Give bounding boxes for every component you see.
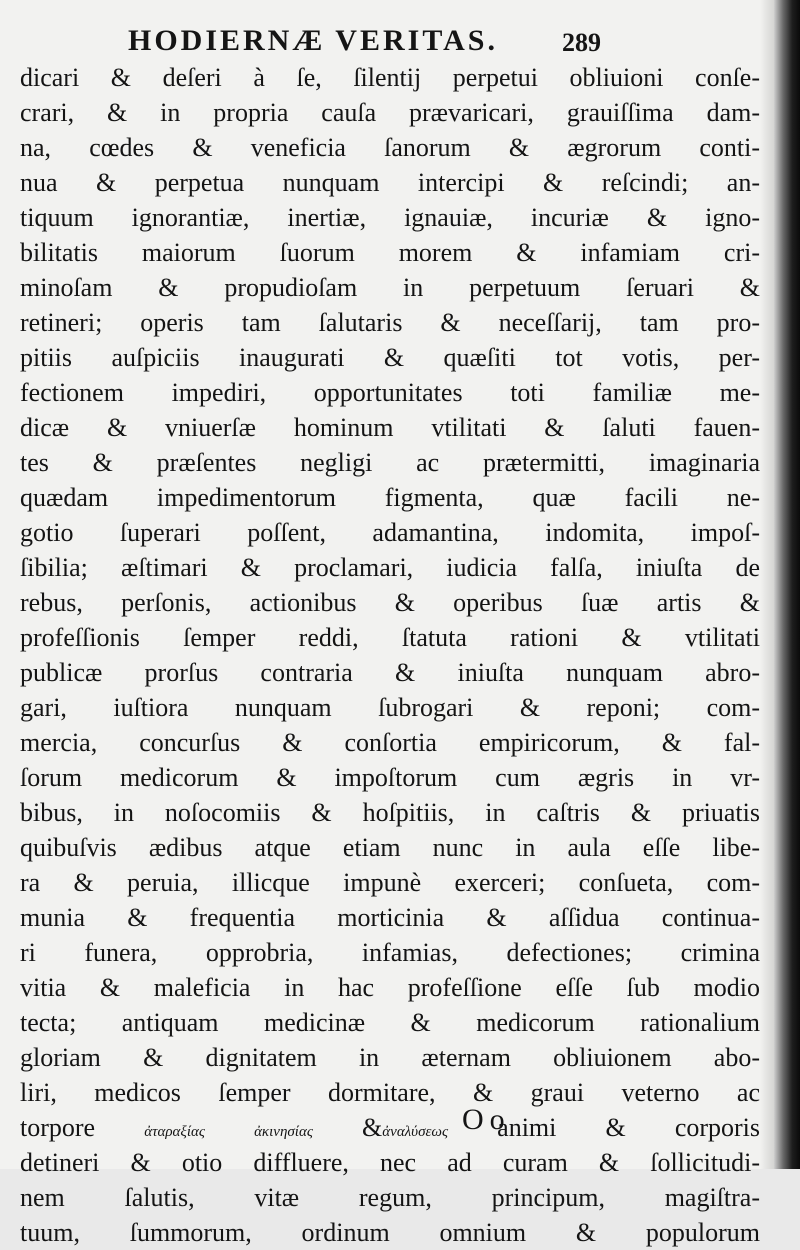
text-line: tuum, ſummorum, ordinum omnium & populorum (20, 1218, 760, 1247)
text-line: ri funera, opprobria, infamias, defectiones; crimina (20, 938, 760, 967)
text-line: dicari & deſeri à ſe, ſilentij perpetui obliuioni conſe- (20, 63, 760, 92)
greek-word-ataraxias: ἀταραξίας (144, 1124, 205, 1140)
text-line: munia & frequentia morticinia & aſſidua continua- (20, 903, 760, 932)
greek-line-ampersand: & (362, 1113, 383, 1142)
text-line: na, cœdes & veneficia ſanorum & ægrorum conti- (20, 133, 760, 162)
text-line: bibus, in noſocomiis & hoſpitiis, in caſtris & priuatis (20, 798, 760, 827)
text-line: bilitatis maiorum ſuorum morem & infamiam cri- (20, 238, 760, 267)
signature-mark: Oo (462, 1103, 511, 1136)
text-line: tiquum ignorantiæ, inertiæ, ignauiæ, incuriæ & igno- (20, 203, 760, 232)
text-line: fectionem impediri, opportunitates toti familiæ me- (20, 378, 760, 407)
body-text (20, 60, 760, 1250)
greek-line-after: animi & corporis (497, 1113, 761, 1142)
text-line: detineri & otio diffluere, nec ad curam & ſollicitudi- (20, 1148, 760, 1177)
text-line: pitiis auſpiciis inaugurati & quæſiti tot votis, per- (20, 343, 760, 372)
text-line: publicæ prorſus contraria & iniuſta nunquam abro- (20, 658, 760, 687)
text-line: ſibilia; æſtimari & proclamari, iudicia falſa, iniuſta de (20, 553, 760, 582)
text-line: nua & perpetua nunquam intercipi & reſcindi; an- (20, 168, 760, 197)
text-line: mercia, concurſus & conſortia empiricorum, & fal- (20, 728, 760, 757)
text-line: nem ſalutis, vitæ regum, principum, magiſtra- (20, 1183, 760, 1212)
text-line: quibuſvis ædibus atque etiam nunc in aula eſſe libe- (20, 833, 760, 862)
text-line: profeſſionis ſemper reddi, ſtatuta rationi & vtilitati (20, 623, 760, 652)
book-spine-edge (774, 0, 800, 1169)
text-line: gloriam & dignitatem in æternam obliuionem abo- (20, 1043, 760, 1072)
text-line: quædam impedimentorum figmenta, quæ facili ne- (20, 483, 760, 512)
text-line: dicæ & vniuerſæ hominum vtilitati & ſaluti fauen- (20, 413, 760, 442)
greek-word-akinesias: ἀκινησίας (254, 1124, 313, 1140)
greek-text-line (20, 1110, 760, 1145)
text-line: ſorum medicorum & impoſtorum cum ægris in vr- (20, 763, 760, 792)
text-line: crari, & in propria cauſa prævaricari, grauiſſima dam- (20, 98, 760, 127)
greek-word-analyseos: ἀναλύσεως (382, 1124, 449, 1140)
page-number: 289 (562, 28, 601, 57)
text-line: ra & peruia, illicque impunè exerceri; conſueta, com- (20, 868, 760, 897)
page-gutter-shadow (760, 0, 774, 1169)
text-line: tecta; antiquam medicinæ & medicorum rationalium (20, 1008, 760, 1037)
text-line: gotio ſuperari poſſent, adamantina, indomita, impoſ- (20, 518, 760, 547)
text-line: liri, medicos ſemper dormitare, & graui veterno ac (20, 1078, 760, 1107)
text-line: retineri; operis tam ſalutaris & neceſſarij, tam pro- (20, 308, 760, 337)
text-line: vitia & maleficia in hac profeſſione eſſe ſub modio (20, 973, 760, 1002)
text-line: minoſam & propudioſam in perpetuum ſeruari & (20, 273, 760, 302)
text-line: gari, iuſtiora nunquam ſubrogari & reponi; com- (20, 693, 760, 722)
text-line: tes & præſentes negligi ac prætermitti, imaginaria (20, 448, 760, 477)
text-line: rebus, perſonis, actionibus & operibus ſuæ artis & (20, 588, 760, 617)
greek-line-before: torpore (20, 1113, 96, 1142)
running-head: HODIERNÆ VERITAS. (128, 24, 498, 57)
